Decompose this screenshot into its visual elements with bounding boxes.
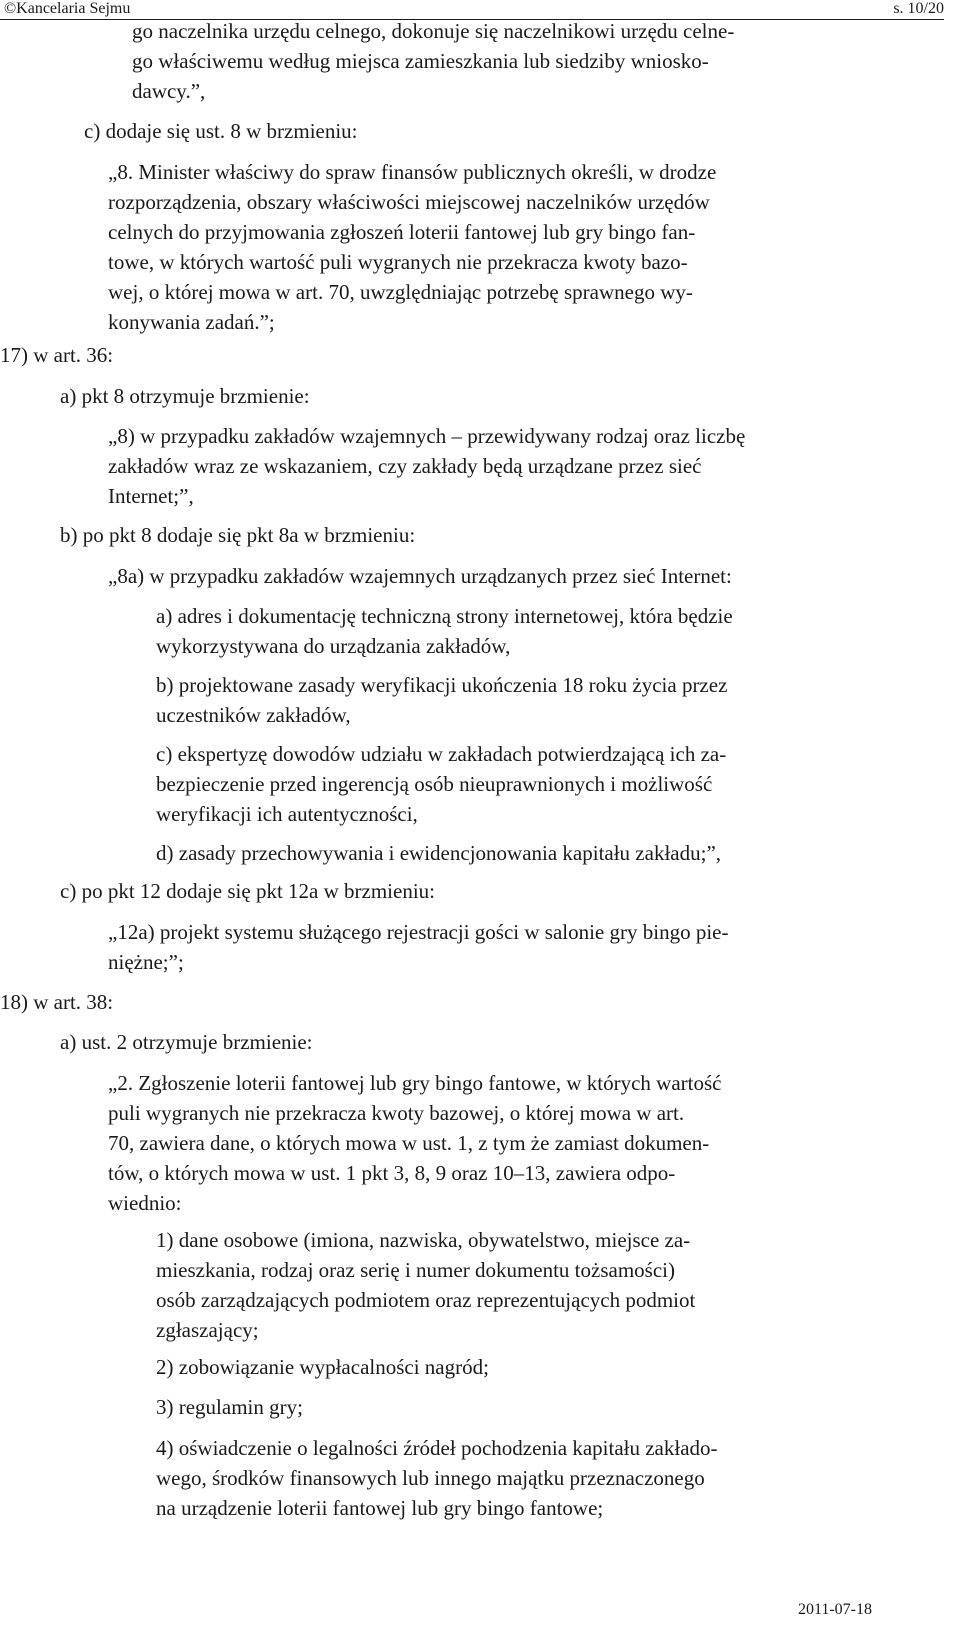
copyright-label: ©Kancelaria Sejmu <box>4 0 131 17</box>
text-line: wiednio: <box>108 1191 182 1215</box>
text-line: 1) dane osobowe (imiona, nazwiska, obywatelstwo, miejsce za- <box>156 1228 691 1252</box>
text-line: c) ekspertyzę dowodów udziału w zakładach potwierdzającą ich za- <box>156 742 727 766</box>
text-line: puli wygranych nie przekracza kwoty bazowej, o której mowa w art. <box>108 1101 685 1125</box>
text-line: celnych do przyjmowania zgłoszeń loterii fantowej lub gry bingo fan- <box>108 220 696 244</box>
text-line: 17) w art. 36: <box>0 343 114 367</box>
page-number: s. 10/20 <box>893 0 944 17</box>
text-line: Internet;”, <box>108 484 194 508</box>
text-line: wej, o której mowa w art. 70, uwzględniając potrzebę sprawnego wy- <box>108 280 693 304</box>
point-17-heading <box>0 340 200 370</box>
text-line: weryfikacji ich autentyczności, <box>156 802 418 826</box>
item-a-ust2 <box>60 1027 460 1057</box>
ust8-text <box>108 157 840 337</box>
text-line: „8) w przypadku zakładów wzajemnych – przewidywany rodzaj oraz liczbę <box>108 424 746 448</box>
item-b-pkt8a <box>60 520 560 550</box>
text-line: tów, o których mowa w ust. 1 pkt 3, 8, 9 oraz 10–13, zawiera odpo- <box>108 1161 676 1185</box>
text-line: 18) w art. 38: <box>0 990 114 1014</box>
text-line: mieszkania, rodzaj oraz serię i numer dokumentu tożsamości) <box>156 1258 675 1282</box>
text-line: wykorzystywana do urządzania zakładów, <box>156 634 511 658</box>
ust2-list-item-1 <box>156 1225 840 1345</box>
item-a-pkt8 <box>60 381 460 411</box>
pkt8a-text <box>108 561 840 591</box>
text-line: d) zasady przechowywania i ewidencjonowania kapitału zakładu;”, <box>156 841 722 865</box>
text-line: „8a) w przypadku zakładów wzajemnych urządzanych przez sieć Internet: <box>108 564 732 588</box>
pkt8-text <box>108 421 840 511</box>
pkt8a-sub-b <box>156 670 840 730</box>
text-line: rozporządzenia, obszary właściwości miejscowej naczelników urzędów <box>108 190 710 214</box>
ust2-list-item-3 <box>156 1392 840 1422</box>
text-line: bezpieczenie przed ingerencją osób nieuprawnionych i możliwość <box>156 772 713 796</box>
pkt8a-sub-d <box>156 838 840 868</box>
text-line: zakładów wraz ze wskazaniem, czy zakłady będą urządzane przez sieć <box>108 454 702 478</box>
text-line: wego, środków finansowych lub innego majątku przeznaczonego <box>156 1466 705 1490</box>
text-line: 3) regulamin gry; <box>156 1395 303 1419</box>
text-line: 2) zobowiązanie wypłacalności nagród; <box>156 1355 489 1379</box>
text-line: a) ust. 2 otrzymuje brzmienie: <box>60 1030 313 1054</box>
paragraph-continuation <box>132 16 840 106</box>
ust2-text <box>108 1068 840 1218</box>
text-line: b) projektowane zasady weryfikacji ukończenia 18 roku życia przez <box>156 673 728 697</box>
text-line: „12a) projekt systemu służącego rejestracji gości w salonie gry bingo pie- <box>108 920 729 944</box>
item-c-pkt12a <box>60 876 560 906</box>
pkt12a-text <box>108 917 840 977</box>
text-line: niężne;”; <box>108 950 184 974</box>
footer-date: 2011-07-18 <box>797 1601 872 1618</box>
text-line: osób zarządzających podmiotem oraz reprezentujących podmiot <box>156 1288 696 1312</box>
text-line: 70, zawiera dane, o których mowa w ust. 1, z tym że zamiast dokumen- <box>108 1131 710 1155</box>
ust2-list-item-4 <box>156 1433 840 1523</box>
text-line: „8. Minister właściwy do spraw finansów publicznych określi, w drodze <box>108 160 717 184</box>
point-18-heading <box>0 987 200 1017</box>
text-line: 4) oświadczenie o legalności źródeł pochodzenia kapitału zakłado- <box>156 1436 718 1460</box>
text-line: „2. Zgłoszenie loterii fantowej lub gry bingo fantowe, w których wartość <box>108 1071 722 1095</box>
pkt8a-sub-c <box>156 739 840 829</box>
text-line: go właściwemu według miejsca zamieszkania lub siedziby wniosko- <box>132 49 709 73</box>
text-line: a) adres i dokumentację techniczną strony internetowej, która będzie <box>156 604 733 628</box>
text-line: go naczelnika urzędu celnego, dokonuje się naczelnikowi urzędu celne- <box>132 19 735 43</box>
text-line: na urządzenie loterii fantowej lub gry bingo fantowe; <box>156 1496 604 1520</box>
text-line: a) pkt 8 otrzymuje brzmienie: <box>60 384 310 408</box>
text-line: konywania zadań.”; <box>108 310 275 334</box>
text-line: c) dodaje się ust. 8 w brzmieniu: <box>84 119 358 143</box>
text-line: zgłaszający; <box>156 1318 259 1342</box>
ust2-list-item-2 <box>156 1352 840 1382</box>
text-line: c) po pkt 12 dodaje się pkt 12a w brzmieniu: <box>60 879 435 903</box>
pkt8a-sub-a <box>156 601 840 661</box>
text-line: towe, w których wartość puli wygranych nie przekracza kwoty bazo- <box>108 250 688 274</box>
text-line: b) po pkt 8 dodaje się pkt 8a w brzmieniu: <box>60 523 416 547</box>
text-line: uczestników zakładów, <box>156 703 351 727</box>
text-line: dawcy.”, <box>132 79 206 103</box>
item-c-add-ust8 <box>84 116 484 146</box>
